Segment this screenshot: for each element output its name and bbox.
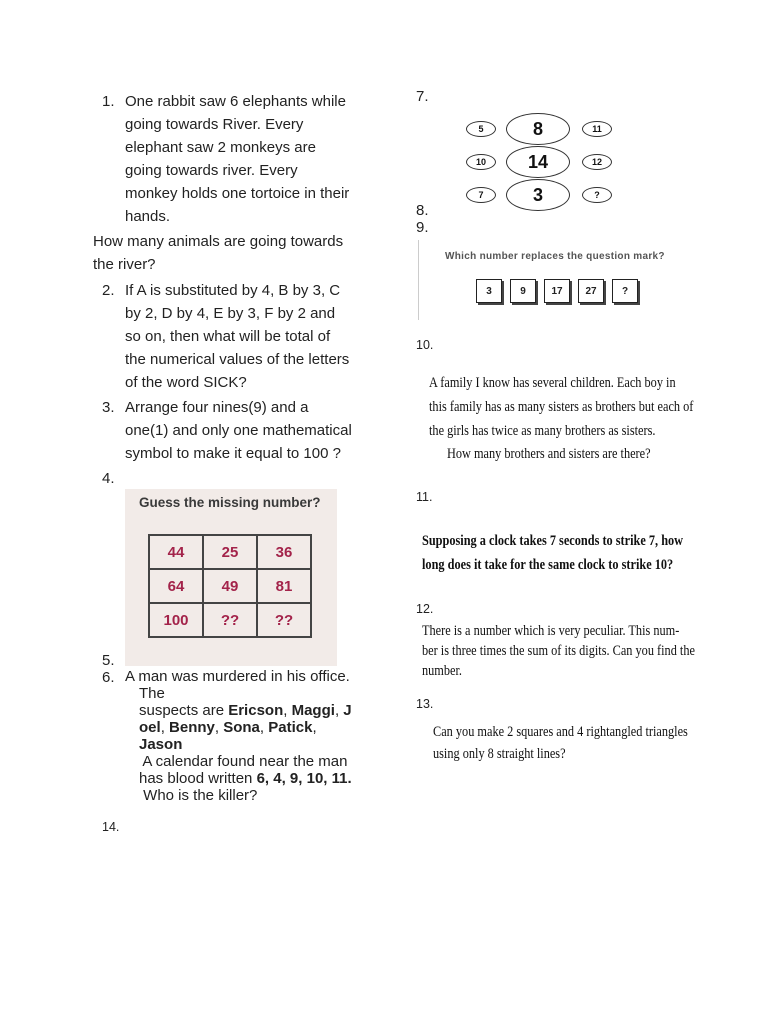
scan-line: number.	[422, 663, 462, 679]
text-line: hands.	[125, 208, 171, 225]
text-line: One rabbit saw 6 elephants while	[125, 93, 346, 110]
list-number: 2.	[102, 282, 115, 299]
scan-line: the girls has twice as many brothers as sisters.	[429, 423, 656, 439]
text-line: the river?	[93, 256, 156, 273]
number-box: 17	[544, 279, 570, 303]
list-number: 8.	[416, 202, 429, 219]
suspect-name: Maggi	[291, 702, 335, 719]
calendar-numbers: 6, 4, 9, 10, 11.	[256, 770, 352, 787]
question-6-line5: A calendar found near the man	[139, 753, 348, 770]
text-line: monkey holds one tortoice in their	[125, 185, 350, 202]
list-number: 14.	[102, 820, 120, 834]
question-6-line6	[139, 770, 352, 787]
number-grid	[148, 534, 312, 638]
suspects-line: oel, Benny, Sona, Patick,	[139, 719, 317, 736]
text-line: one(1) and only one mathematical	[125, 422, 352, 439]
grid-cell: 64	[149, 569, 203, 603]
list-number: 10.	[416, 338, 434, 352]
text-line: of the word SICK?	[125, 374, 247, 391]
oval-small: 5	[466, 121, 496, 137]
question-1-followup	[93, 230, 343, 276]
text-line: by 2, D by 4, E by 3, F by 2 and	[125, 305, 336, 322]
oval-small: 10	[466, 154, 496, 170]
suspect-name: Jason	[139, 736, 183, 753]
question-6-line1: A man was murdered in his office.	[125, 668, 350, 685]
text-line: If A is substituted by 4, B by 3, C	[125, 282, 341, 299]
list-number: 3.	[102, 399, 115, 416]
number-box: 3	[476, 279, 502, 303]
suspect-name: J	[343, 702, 352, 719]
oval-small: 12	[582, 154, 612, 170]
divider	[418, 240, 419, 320]
text-line: How many animals are going towards	[93, 233, 344, 250]
oval-large: 3	[506, 179, 570, 211]
suspect-name: Ericson	[228, 702, 284, 719]
grid-cell: 49	[203, 569, 257, 603]
scan-line: Can you make 2 squares and 4 rightangled triangles	[433, 724, 688, 740]
scan-line: long does it take for the same clock to strike 10?	[422, 557, 674, 573]
grid-cell: 100	[149, 603, 203, 637]
missing-number-puzzle-image	[125, 489, 337, 666]
oval-small: 11	[582, 121, 612, 137]
list-number: 13.	[416, 697, 434, 711]
grid-cell: 25	[203, 535, 257, 569]
scan-line: How many brothers and sisters are there?	[447, 446, 651, 462]
list-number: 11.	[416, 490, 433, 504]
oval-small: ?	[582, 187, 612, 203]
suspect-name: Benny	[169, 719, 215, 736]
grid-cell: 44	[149, 535, 203, 569]
scan-line: this family has as many sisters as brothers but each of	[429, 399, 694, 415]
grid-cell: 81	[257, 569, 311, 603]
number-box: 27	[578, 279, 604, 303]
text-line: the numerical values of the letters	[125, 351, 350, 368]
question-6-line2: The	[139, 685, 165, 702]
text-line: so on, then what will be total of	[125, 328, 331, 345]
text-line: going towards river. Every	[125, 162, 298, 179]
suspects-line	[139, 736, 182, 753]
suspects-label: suspects are	[139, 702, 229, 719]
list-number: 7.	[416, 88, 429, 105]
question-2-text	[125, 279, 349, 394]
scan-line: There is a number which is very peculiar. This num-	[422, 623, 680, 639]
text-line: elephant saw 2 monkeys are	[125, 139, 316, 156]
text-line: symbol to make it equal to 100 ?	[125, 445, 341, 462]
scan-line: using only 8 straight lines?	[433, 746, 566, 762]
scan-line: A family I know has several children. Each boy in	[429, 375, 676, 391]
text-segment: has blood written	[139, 770, 257, 787]
scan-line: Supposing a clock takes 7 seconds to strike 7, how	[422, 533, 684, 549]
number-box: 9	[510, 279, 536, 303]
list-number: 12.	[416, 602, 434, 616]
number-box: ?	[612, 279, 638, 303]
grid-cell: ??	[257, 603, 311, 637]
grid-cell: 36	[257, 535, 311, 569]
question-6-line7: Who is the killer?	[139, 787, 258, 804]
text-line: Arrange four nines(9) and a	[125, 399, 309, 416]
list-number: 5.	[102, 652, 115, 669]
scan-line: ber is three times the sum of its digits. Can you find the	[422, 643, 695, 659]
list-number: 9.	[416, 219, 429, 236]
text-line: going towards River. Every	[125, 116, 304, 133]
list-number: 4.	[102, 470, 115, 487]
suspects-line: suspects are Ericson, Maggi, J	[139, 702, 352, 719]
suspect-name: Patick	[268, 719, 313, 736]
list-number: 1.	[102, 93, 115, 110]
grid-cell: ??	[203, 603, 257, 637]
oval-large: 8	[506, 113, 570, 145]
oval-small: 7	[466, 187, 496, 203]
suspect-name: oel	[139, 719, 161, 736]
question-9-text: Which number replaces the question mark?	[445, 251, 665, 262]
oval-large: 14	[506, 146, 570, 178]
puzzle-title: Guess the missing number?	[139, 495, 321, 510]
question-3-text	[125, 396, 352, 465]
suspect-name: Sona	[223, 719, 260, 736]
question-1-text	[125, 90, 349, 228]
list-number: 6.	[102, 669, 115, 686]
